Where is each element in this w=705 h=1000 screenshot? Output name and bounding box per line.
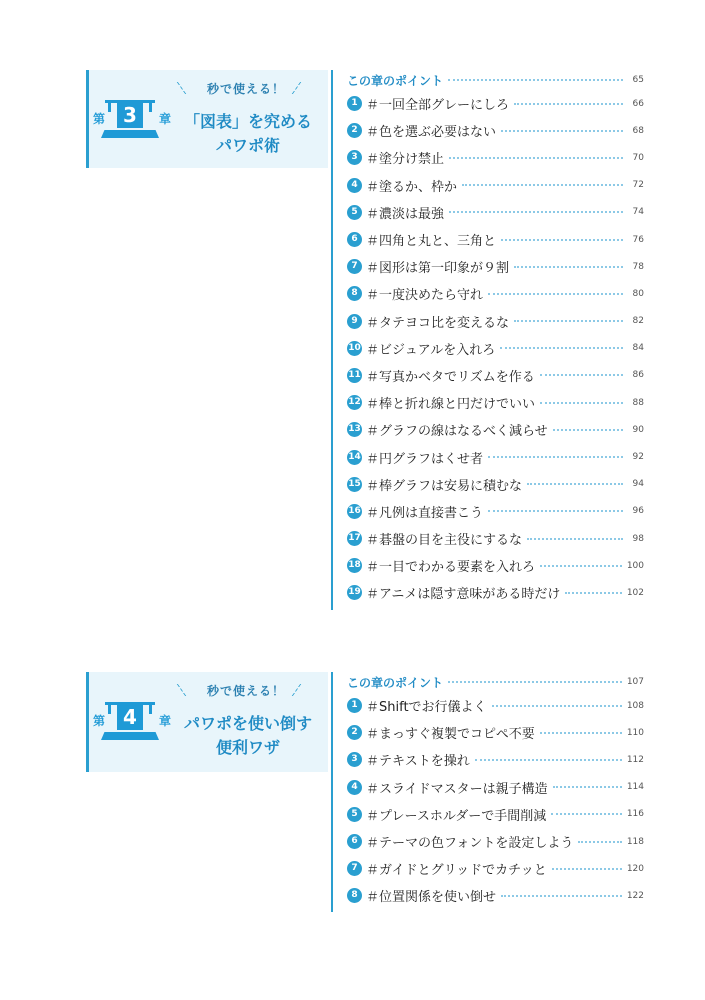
- leader-dots: [527, 483, 623, 485]
- toc-list: [347, 70, 644, 607]
- page-number: 90: [632, 424, 644, 435]
- page-number: 66: [632, 98, 644, 109]
- entry-number-badge: 1: [347, 96, 362, 111]
- leader-dots: [501, 239, 623, 241]
- leader-dots: [488, 456, 623, 458]
- page-number: 96: [632, 506, 644, 517]
- toc-entry[interactable]: [347, 199, 644, 226]
- page-number: 92: [632, 452, 644, 463]
- toc-entry[interactable]: [347, 525, 644, 552]
- toc-entry[interactable]: [347, 719, 644, 746]
- page-number: 76: [632, 234, 644, 245]
- entry-title: ＃まっすぐ複製でコピペ不要: [366, 727, 535, 743]
- page-number: 88: [632, 397, 644, 408]
- entry-title: ＃ビジュアルを入れろ: [366, 342, 496, 358]
- leader-dots: [514, 103, 623, 105]
- page-number: 80: [632, 288, 644, 299]
- chapter-prefix: 第: [93, 714, 106, 728]
- leader-dots: [449, 211, 623, 213]
- entry-number-badge: 12: [347, 395, 362, 410]
- toc-entry[interactable]: [347, 389, 644, 416]
- entry-number-badge: 17: [347, 531, 362, 546]
- entry-title: ＃プレースホルダーで手間削減: [366, 808, 547, 824]
- leader-dots: [448, 79, 623, 81]
- toc-entry[interactable]: [347, 855, 644, 882]
- page-number: 120: [626, 863, 644, 874]
- page-number: 110: [626, 727, 644, 738]
- leader-dots: [448, 681, 622, 683]
- entry-number-badge: 14: [347, 450, 362, 465]
- toc-entry[interactable]: [347, 882, 644, 909]
- entry-number-badge: 18: [347, 558, 362, 573]
- page-number: 102: [626, 587, 644, 598]
- toc-point-title: この章のポイント: [347, 73, 444, 88]
- toc-entry[interactable]: [347, 443, 644, 470]
- entry-title: ＃一回全部グレーにしろ: [366, 98, 510, 114]
- page-number: 118: [626, 836, 644, 847]
- page-number: 86: [632, 370, 644, 381]
- entry-number-badge: 13: [347, 422, 362, 437]
- chapter-number: 4: [117, 704, 143, 730]
- entry-title: ＃グラフの線はなるべく減らせ: [366, 424, 548, 440]
- toc-entry[interactable]: [347, 280, 644, 307]
- page-number: 82: [632, 316, 644, 327]
- entry-number-badge: 16: [347, 504, 362, 519]
- entry-title: ＃塗分け禁止: [366, 152, 445, 168]
- entry-title: ＃棒グラフは安易に積むな: [366, 478, 523, 494]
- entry-title: ＃Shiftでお行儀よく: [366, 700, 487, 716]
- entry-number-badge: 5: [347, 205, 362, 220]
- page-number: 70: [632, 152, 644, 163]
- toc-entry[interactable]: [347, 828, 644, 855]
- toc-entry[interactable]: [347, 117, 644, 144]
- toc-list: [347, 672, 644, 910]
- entry-title: ＃棒と折れ線と円だけでいい: [366, 397, 536, 413]
- page-number: 94: [632, 479, 644, 490]
- leader-dots: [578, 841, 621, 843]
- page-number: 114: [626, 782, 644, 793]
- page-number: 112: [626, 754, 644, 765]
- toc-entry[interactable]: [347, 801, 644, 828]
- leader-dots: [488, 510, 623, 512]
- toc-divider: [331, 672, 333, 912]
- entry-number-badge: 7: [347, 861, 362, 876]
- chapter-title-line1: パワポを使い倒す: [183, 714, 312, 733]
- toc-entry[interactable]: [347, 253, 644, 280]
- toc-entry[interactable]: [347, 172, 644, 199]
- leader-dots: [514, 320, 623, 322]
- entry-title: ＃スライドマスターは親子構造: [366, 781, 548, 797]
- entry-number-badge: 1: [347, 698, 362, 713]
- page-number: 116: [626, 809, 644, 820]
- chapter-title: [173, 110, 323, 158]
- entry-number-badge: 10: [347, 341, 362, 356]
- page-number: 72: [632, 180, 644, 191]
- toc-entry[interactable]: [347, 498, 644, 525]
- chapter-title-line1: 「図表」を究める: [183, 112, 312, 131]
- leader-dots: [552, 868, 622, 870]
- toc-entry[interactable]: [347, 308, 644, 335]
- entry-title: ＃タテヨコ比を変えるな: [366, 315, 510, 331]
- leader-dots: [500, 347, 623, 349]
- page-number: 65: [632, 75, 644, 85]
- entry-title: ＃位置関係を使い倒せ: [366, 890, 497, 906]
- chapter-header-box: [86, 70, 328, 168]
- toc-entry[interactable]: [347, 746, 644, 773]
- entry-title: ＃塗るか、枠か: [366, 179, 458, 195]
- entry-number-badge: 3: [347, 150, 362, 165]
- chapter-header-box: [86, 672, 328, 772]
- toc-entry[interactable]: [347, 692, 644, 719]
- toc-entry[interactable]: [347, 416, 644, 443]
- toc-entry[interactable]: [347, 552, 644, 579]
- leader-dots: [514, 266, 623, 268]
- page-number: 84: [632, 343, 644, 354]
- chapter-title-line2: 便利ワザ: [215, 738, 280, 757]
- entry-number-badge: 2: [347, 123, 362, 138]
- entry-number-badge: 8: [347, 286, 362, 301]
- page-number: 100: [626, 560, 644, 571]
- entry-title: ＃一度決めたら守れ: [366, 288, 484, 304]
- entry-number-badge: 19: [347, 585, 362, 600]
- entry-title: ＃一目でわかる要素を入れろ: [366, 560, 536, 576]
- entry-number-badge: 2: [347, 725, 362, 740]
- toc-entry[interactable]: [347, 226, 644, 253]
- entry-number-badge: 6: [347, 834, 362, 849]
- chapter-tagline: 秒で使える！: [181, 80, 311, 97]
- chapter-tagline: 秒で使える！: [181, 682, 311, 699]
- page-number: 74: [632, 207, 644, 218]
- entry-number-badge: 3: [347, 752, 362, 767]
- entry-title: ＃四角と丸と、三角と: [366, 234, 497, 250]
- entry-title: ＃図形は第一印象が９割: [366, 261, 510, 277]
- page-number: 108: [626, 700, 644, 711]
- leader-dots: [462, 184, 623, 186]
- leader-dots: [553, 786, 622, 788]
- entry-title: ＃テーマの色フォントを設定しよう: [366, 836, 574, 852]
- leader-dots: [492, 705, 622, 707]
- entry-title: ＃色を選ぶ必要はない: [366, 125, 497, 141]
- entry-number-badge: 7: [347, 259, 362, 274]
- toc-point-row[interactable]: [347, 672, 644, 692]
- chapter-number-badge: [93, 100, 171, 140]
- leader-dots: [449, 157, 623, 159]
- entry-number-badge: 15: [347, 477, 362, 492]
- chapter-3: [0, 70, 705, 610]
- toc-entry[interactable]: [347, 335, 644, 362]
- page-number: 107: [626, 677, 644, 687]
- entry-number-badge: 4: [347, 178, 362, 193]
- toc-entry[interactable]: [347, 471, 644, 498]
- leader-dots: [501, 895, 622, 897]
- chapter-suffix: 章: [158, 714, 171, 728]
- entry-number-badge: 9: [347, 314, 362, 329]
- page-number: 68: [632, 125, 644, 136]
- entry-number-badge: 6: [347, 232, 362, 247]
- entry-title: ＃写真かベタでリズムを作る: [366, 369, 535, 385]
- leader-dots: [553, 429, 623, 431]
- leader-dots: [551, 813, 622, 815]
- entry-title: ＃碁盤の目を主役にするな: [366, 533, 523, 549]
- leader-dots: [540, 732, 622, 734]
- page-number: 78: [632, 261, 644, 272]
- toc-divider: [331, 70, 333, 610]
- leader-dots: [475, 759, 622, 761]
- toc-point-title: この章のポイント: [347, 675, 444, 690]
- leader-dots: [540, 374, 623, 376]
- leader-dots: [488, 293, 623, 295]
- chapter-suffix: 章: [158, 112, 171, 126]
- entry-number-badge: 5: [347, 807, 362, 822]
- chapter-4: [0, 672, 705, 912]
- toc-entry[interactable]: [347, 362, 644, 389]
- leader-dots: [540, 402, 623, 404]
- toc-entry[interactable]: [347, 90, 644, 117]
- entry-number-badge: 8: [347, 888, 362, 903]
- entry-number-badge: 11: [347, 368, 362, 383]
- page-number: 98: [632, 533, 644, 544]
- toc-entry[interactable]: [347, 144, 644, 171]
- chapter-number: 3: [117, 102, 143, 128]
- entry-title: ＃濃淡は最強: [366, 206, 445, 222]
- chapter-number-badge: [93, 702, 171, 742]
- entry-title: ＃アニメは隠す意味がある時だけ: [366, 587, 561, 603]
- entry-title: ＃凡例は直接書こう: [366, 505, 484, 521]
- leader-dots: [565, 592, 621, 594]
- chapter-prefix: 第: [93, 112, 106, 126]
- page-number: 122: [626, 890, 644, 901]
- entry-number-badge: 4: [347, 780, 362, 795]
- toc-point-row[interactable]: [347, 70, 644, 90]
- toc-entry[interactable]: [347, 774, 644, 801]
- chapter-title-line2: パワポ術: [215, 136, 280, 155]
- entry-title: ＃テキストを操れ: [366, 754, 470, 770]
- leader-dots: [527, 538, 623, 540]
- chapter-title: [173, 712, 323, 760]
- leader-dots: [540, 565, 622, 567]
- toc-entry[interactable]: [347, 579, 644, 606]
- entry-title: ＃円グラフはくせ者: [366, 451, 484, 467]
- leader-dots: [501, 130, 623, 132]
- entry-title: ＃ガイドとグリッドでカチッと: [366, 863, 547, 879]
